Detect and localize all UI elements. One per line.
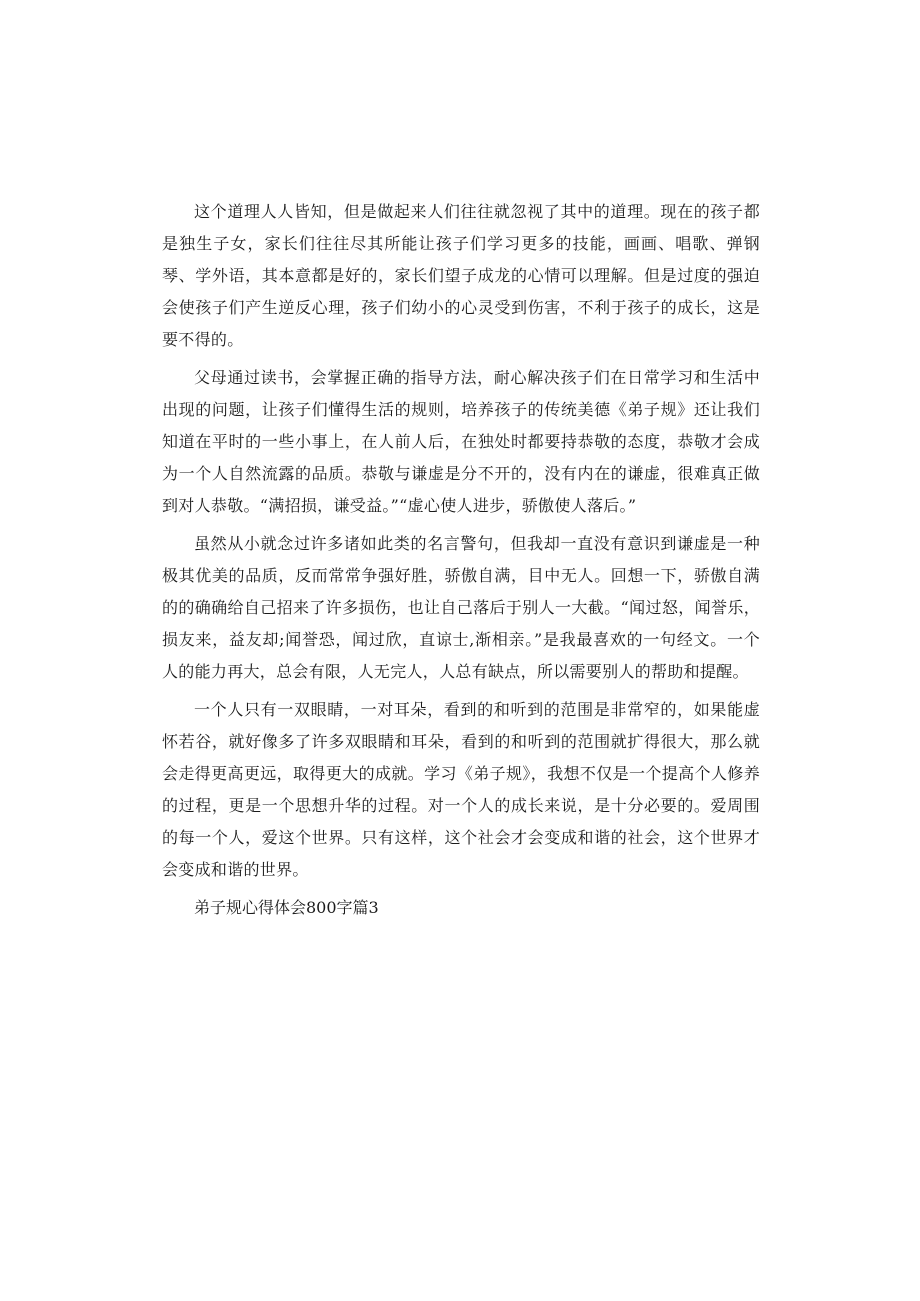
paragraph-2: 父母通过读书，会掌握正确的指导方法，耐心解决孩子们在日常学习和生活中出现的问题，让孩子们懂得生活的规则，培养孩子的传统美德《弟子规》还让我们知道在平时的一些小事上，在人前人后，在独处时都要持恭敬的态度，恭敬才会成为一个人自然流露的品质。恭敬与谦虚是分不开的，没有内在的谦虚，很难真正做到对人恭敬。“满招损，谦受益。”“虚心使人进步，骄傲使人落后。” [162,368,760,515]
document-body [162,196,760,924]
section-heading: 弟子规心得体会800字篇3 [194,898,379,917]
paragraph-4: 一个人只有一双眼睛，一对耳朵，看到的和听到的范围是非常窄的，如果能虚怀若谷，就好像多了许多双眼睛和耳朵，看到的和听到的范围就扩得很大，那么就会走得更高更远，取得更大的成就。学习《弟子规》，我想不仅是一个提高个人修养的过程，更是一个思想升华的过程。对一个人的成长来说，是十分必要的。爱周围的每一个人，爱这个世界。只有这样，这个社会才会变成和谐的社会，这个世界才会变成和谐的世界。 [162,700,760,879]
paragraph-3: 虽然从小就念过许多诸如此类的名言警句，但我却一直没有意识到谦虚是一种极其优美的品质，反而常常争强好胜，骄傲自满，目中无人。回想一下，骄傲自满的的确确给自己招来了许多损伤，也让自己落后于别人一大截。“闻过怒，闻誉乐，损友来，益友却;闻誉恐，闻过欣，直谅士,渐相亲。”是我最喜欢的一句经文。一个人的能力再大，总会有限，人无完人，人总有缺点，所以需要别人的帮助和提醒。 [162,534,760,681]
paragraph-1: 这个道理人人皆知，但是做起来人们往往就忽视了其中的道理。现在的孩子都是独生子女，家长们往往尽其所能让孩子们学习更多的技能，画画、唱歌、弹钢琴、学外语，其本意都是好的，家长们望子成龙的心情可以理解。但是过度的强迫会使孩子们产生逆反心理，孩子们幼小的心灵受到伤害，不利于孩子的成长，这是要不得的。 [162,202,760,349]
